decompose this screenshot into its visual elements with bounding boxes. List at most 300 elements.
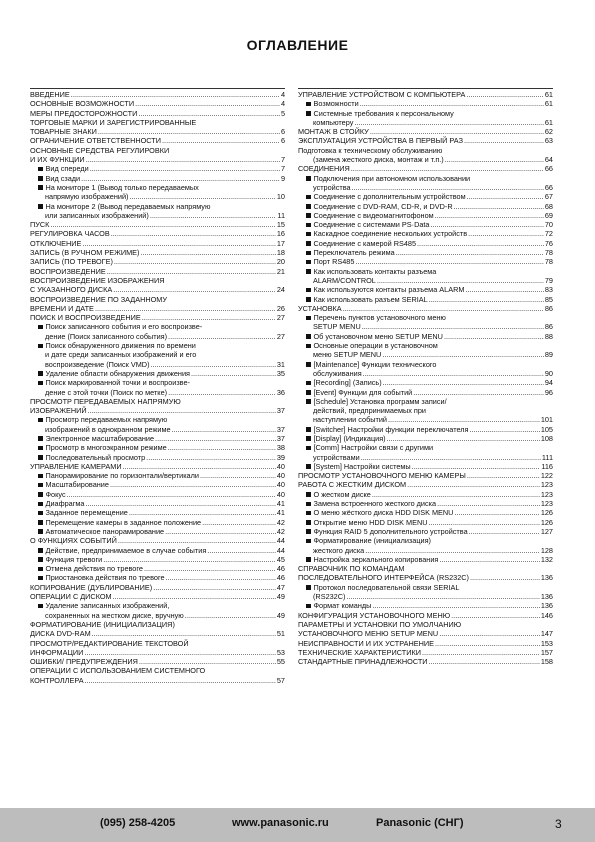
toc-page-number: 69 — [544, 210, 553, 220]
toc-entry-title: ПУСК — [30, 220, 50, 230]
toc-subentry[interactable] — [298, 285, 553, 294]
toc-subentry-line: [Maintenance] Функции технического — [298, 360, 553, 369]
toc-entry-title: [Recording] (Запись) — [306, 378, 382, 387]
toc-page-number: 70 — [544, 220, 553, 230]
toc-entry-title: МЕРЫ ПРЕДОСТОРОЖНОСТИ — [30, 108, 138, 118]
toc-page-number: 158 — [540, 657, 553, 667]
toc-subentry[interactable] — [298, 295, 553, 304]
toc-page-number: 16 — [276, 229, 285, 239]
toc-page-number: 6 — [280, 136, 285, 146]
toc-entry-title: Как используются контакты разъема ALARM — [306, 285, 464, 294]
toc-page-number: 122 — [540, 471, 553, 481]
toc-subentry[interactable] — [298, 99, 553, 108]
dot-leader — [396, 248, 544, 257]
toc-entry[interactable] — [30, 192, 285, 201]
dot-leader — [382, 350, 544, 359]
toc-page-number: 49 — [276, 592, 285, 602]
toc-entry-title: ОШИБКИ/ ПРЕДУПРЕЖДЕНИЯ — [30, 657, 138, 667]
toc-right-column — [298, 88, 553, 666]
dot-leader — [151, 360, 276, 369]
toc-page-number: 123 — [540, 499, 553, 509]
toc-entry[interactable] — [298, 369, 553, 378]
dot-leader — [155, 434, 276, 443]
toc-entry-title: ALARM/CONTROL — [313, 275, 376, 285]
dot-leader — [71, 90, 280, 99]
toc-page-number: 78 — [544, 257, 553, 267]
toc-page-number: 67 — [544, 192, 553, 202]
toc-page-number: 111 — [541, 452, 553, 462]
toc-page-number: 66 — [544, 182, 553, 192]
toc-page-number: 90 — [544, 368, 553, 378]
toc-entry[interactable] — [30, 127, 285, 136]
toc-entry-title: обслуживания — [313, 368, 362, 378]
toc-page-number: 37 — [276, 424, 285, 434]
toc-subentry[interactable] — [30, 490, 285, 499]
dot-leader — [185, 611, 276, 620]
toc-entry[interactable] — [298, 350, 553, 359]
toc-entry-title: Соединение с системами PS·Data — [306, 220, 429, 229]
toc-entry-title: Соединение с дополнительным устройством — [306, 192, 466, 201]
toc-entry[interactable] — [30, 285, 285, 294]
dot-leader — [90, 164, 280, 173]
toc-page-number: 61 — [544, 90, 553, 99]
toc-entry-line: Подготовка к техническому обслуживанию — [298, 145, 443, 155]
toc-entry[interactable] — [30, 425, 285, 434]
toc-entry-title: Функция RAID 5 дополнительного устройства — [306, 527, 468, 536]
toc-entry[interactable] — [30, 332, 285, 341]
toc-page-number: 36 — [276, 387, 285, 397]
dot-leader — [383, 378, 544, 387]
toc-subentry[interactable] — [30, 453, 285, 462]
footer-bar — [0, 808, 595, 842]
toc-entry-title: ПОИСК И ВОСПРОИЗВЕДЕНИЕ — [30, 313, 141, 323]
toc-entry[interactable] — [298, 276, 553, 285]
toc-subentry-line: [Comm] Настройки связи с другими — [298, 443, 553, 452]
toc-entry[interactable] — [30, 360, 285, 369]
toc-page-number: 10 — [276, 192, 285, 202]
toc-entry-title: Открытие меню HDD DISK MENU — [306, 518, 428, 527]
toc-entry-title: компьютеру — [313, 117, 354, 127]
toc-subentry-line: Перечень пунктов установочного меню — [298, 313, 553, 322]
toc-entry[interactable] — [30, 676, 285, 685]
toc-subentry-line: Поиск записанного события и его воспроизве- — [30, 322, 285, 331]
toc-subentry[interactable] — [30, 434, 285, 443]
toc-entry-title: Каскадное соединение нескольких устройств — [306, 229, 467, 238]
toc-subentry[interactable] — [30, 508, 285, 517]
toc-entry[interactable] — [30, 109, 285, 118]
toc-entry-title: ТЕХНИЧЕСКИЕ ХАРАКТЕРИСТИКИ — [298, 647, 421, 657]
toc-entry[interactable] — [298, 629, 553, 638]
dot-leader — [107, 267, 276, 276]
toc-entry[interactable] — [30, 388, 285, 397]
toc-page-number: 7 — [280, 155, 285, 165]
toc-page-number: 47 — [276, 582, 285, 592]
toc-subentry[interactable] — [298, 192, 553, 201]
toc-entry[interactable] — [298, 304, 553, 313]
dot-leader — [422, 648, 540, 657]
toc-entry-title: Соединение с видеомагнитофоном — [306, 211, 434, 220]
dot-leader — [361, 453, 541, 462]
toc-page-number: 105 — [540, 424, 553, 434]
toc-subentry-line: Протокол последовательной связи SERIAL — [298, 583, 553, 592]
toc-entry-title: ИНФОРМАЦИИ — [30, 647, 84, 657]
toc-entry[interactable] — [298, 611, 553, 620]
dot-leader — [365, 546, 540, 555]
toc-entry-title: МОНТАЖ В СТОЙКУ — [298, 127, 369, 137]
toc-subentry[interactable] — [30, 555, 285, 564]
toc-entry-title: устройства — [313, 182, 351, 192]
toc-entry[interactable] — [298, 648, 553, 657]
dot-leader — [150, 211, 277, 220]
dot-leader — [111, 229, 276, 238]
toc-page-number: 7 — [280, 164, 285, 174]
toc-page-number: 146 — [540, 610, 553, 620]
toc-entry[interactable] — [30, 155, 285, 164]
toc-entry-title: ВРЕМЕНИ И ДАТЕ — [30, 303, 94, 313]
toc-entry[interactable] — [30, 583, 285, 592]
toc-continuation-line: действий, предпринимаемых при — [313, 406, 426, 416]
dot-leader — [162, 136, 280, 145]
toc-entry-title: СОЕДИНЕНИЯ — [298, 164, 350, 174]
toc-page-number: 153 — [540, 638, 553, 648]
toc-entry-title: воспроизведение (Поиск VMD) — [45, 359, 150, 369]
toc-page-number: 44 — [276, 545, 285, 555]
toc-page-number: 68 — [544, 201, 553, 211]
toc-entry-title: РАБОТА С ЖЕСТКИМ ДИСКОМ — [298, 480, 407, 490]
toc-entry[interactable] — [298, 136, 553, 145]
toc-page-number: 62 — [544, 127, 553, 137]
toc-entry[interactable] — [30, 229, 285, 238]
dot-leader — [67, 490, 276, 499]
toc-entry-title: SETUP MENU — [313, 322, 361, 332]
toc-subentry[interactable] — [298, 490, 553, 499]
toc-entry-title: напрямую изображений) — [45, 192, 129, 202]
toc-entry[interactable] — [30, 211, 285, 220]
toc-entry[interactable] — [298, 118, 553, 127]
dot-leader — [370, 127, 544, 136]
dot-leader — [92, 629, 276, 638]
toc-subentry[interactable] — [30, 518, 285, 527]
toc-page-number: 83 — [544, 285, 553, 295]
dot-leader — [138, 109, 280, 118]
toc-entry-title: наступлении событий — [313, 415, 387, 425]
toc-entry-title: Вид сзади — [38, 174, 80, 183]
toc-subentry[interactable] — [298, 257, 553, 266]
toc-entry[interactable] — [298, 183, 553, 192]
toc-page-number: 57 — [276, 675, 285, 685]
toc-subentry[interactable] — [298, 462, 553, 471]
toc-entry-title: Просмотр в многоэкранном режиме — [38, 443, 167, 452]
toc-entry-title: сохраненных на жестком диске, вручную — [45, 610, 184, 620]
toc-page-number: 37 — [276, 406, 285, 416]
toc-entry[interactable] — [298, 322, 553, 331]
dot-leader — [113, 285, 276, 294]
toc-entry-title: ОПЕРАЦИИ С ДИСКОМ — [30, 592, 112, 602]
toc-page-number: 89 — [544, 350, 553, 360]
toc-entry-line: ПРОСМОТР/РЕДАКТИРОВАНИЕ ТЕКСТОВОЙ — [30, 638, 189, 648]
dot-leader — [469, 527, 540, 536]
dot-leader — [88, 406, 276, 415]
toc-entry-title: Масштабирование — [38, 480, 109, 489]
toc-page-number: 127 — [540, 526, 553, 536]
dot-leader — [467, 471, 540, 480]
toc-entry[interactable] — [30, 536, 285, 545]
toc-entry-title: [System] Настройки системы — [306, 462, 411, 471]
toc-entry[interactable] — [30, 406, 285, 415]
toc-entry[interactable] — [30, 462, 285, 471]
dot-leader — [362, 322, 544, 331]
toc-entry[interactable] — [30, 220, 285, 229]
dot-leader — [439, 555, 539, 564]
dot-leader — [454, 508, 539, 517]
dot-leader — [360, 99, 544, 108]
toc-entry[interactable] — [30, 629, 285, 638]
toc-entry[interactable] — [30, 304, 285, 313]
toc-page-number: 26 — [276, 303, 285, 313]
toc-subentry[interactable] — [30, 546, 285, 555]
toc-entry-title: ЗАПИСЬ (ПО ТРЕВОГЕ) — [30, 257, 113, 267]
toc-subentry[interactable] — [30, 471, 285, 480]
dot-leader — [451, 611, 540, 620]
toc-subentry[interactable] — [298, 601, 553, 610]
toc-subentry-line: Системные требования к персональному — [298, 109, 553, 118]
toc-subentry[interactable] — [298, 425, 553, 434]
toc-entry-title: РЕГУЛИРОВКА ЧАСОВ — [30, 229, 110, 239]
toc-entry-line: ОСНОВНЫЕ СРЕДСТВА РЕГУЛИРОВКИ — [30, 145, 170, 155]
toc-entry[interactable] — [298, 90, 553, 99]
toc-entry-line: ОПЕРАЦИИ С ИСПОЛЬЗОВАНИЕМ СИСТЕМНОГО — [30, 666, 206, 676]
toc-subentry[interactable] — [298, 248, 553, 257]
dot-leader — [135, 99, 280, 108]
dot-leader — [139, 657, 276, 666]
toc-subentry[interactable] — [30, 369, 285, 378]
toc-page-number: 61 — [544, 117, 553, 127]
toc-entry[interactable] — [298, 471, 553, 480]
dot-leader — [363, 369, 544, 378]
dot-leader — [191, 369, 276, 378]
toc-entry[interactable] — [298, 639, 553, 648]
toc-page-number: 85 — [544, 294, 553, 304]
toc-subentry[interactable] — [30, 573, 285, 582]
toc-entry-title: Вид спереди — [38, 164, 89, 173]
dot-leader — [113, 592, 276, 601]
toc-entry-title: Функция тревоги — [38, 555, 102, 564]
toc-entry-title: ДИСКА DVD-RAM — [30, 629, 91, 639]
dot-leader — [84, 648, 276, 657]
dot-leader — [172, 425, 276, 434]
dot-leader — [354, 118, 544, 127]
toc-page-number: 9 — [280, 173, 285, 183]
dot-leader — [413, 388, 544, 397]
toc-entry-title: УПРАВЛЕНИЕ КАМЕРАМИ — [30, 461, 122, 471]
dot-leader — [466, 90, 543, 99]
toc-entry-title: меню SETUP MENU — [313, 350, 382, 360]
toc-entry-title: или записанных изображений) — [45, 210, 149, 220]
toc-entry-title: С УКАЗАННОГО ДИСКА — [30, 285, 113, 295]
toc-entry[interactable] — [298, 657, 553, 666]
toc-entry[interactable] — [298, 480, 553, 489]
dot-leader — [470, 573, 540, 582]
toc-subentry[interactable] — [298, 527, 553, 536]
toc-page-number: 31 — [276, 359, 285, 369]
toc-page-number: 66 — [544, 164, 553, 174]
dot-leader — [85, 676, 276, 685]
toc-subentry[interactable] — [298, 518, 553, 527]
toc-entry-title: дение с этой точки (Поиск по метке) — [45, 387, 168, 397]
toc-entry[interactable] — [30, 267, 285, 276]
toc-entry-title: Диафрагма — [38, 499, 84, 508]
toc-page-number: 21 — [276, 266, 285, 276]
dot-leader — [168, 443, 276, 452]
toc-page-number: 49 — [276, 610, 285, 620]
toc-left-column — [30, 88, 285, 685]
toc-entry-title: Замена встроенного жесткого диска — [306, 499, 436, 508]
toc-entry-title: КОНТРОЛЛЕРА — [30, 675, 84, 685]
dot-leader — [377, 276, 544, 285]
dot-leader — [417, 239, 544, 248]
toc-entry-title: Об установочном меню SETUP MENU — [306, 332, 443, 341]
toc-page-number: 126 — [540, 517, 553, 527]
dot-leader — [343, 304, 544, 313]
toc-entry[interactable] — [298, 453, 553, 462]
dot-leader — [465, 285, 543, 294]
toc-page-number: 38 — [276, 443, 285, 453]
toc-page-number: 37 — [276, 433, 285, 443]
toc-entry[interactable] — [30, 648, 285, 657]
toc-subentry[interactable] — [30, 443, 285, 452]
dot-leader — [129, 508, 276, 517]
toc-subentry[interactable] — [298, 239, 553, 248]
toc-page-number: 42 — [276, 526, 285, 536]
dot-leader — [467, 192, 544, 201]
toc-page-number: 55 — [276, 657, 285, 667]
toc-page-number: 136 — [540, 573, 553, 583]
toc-page-number: 79 — [544, 275, 553, 285]
toc-subentry-line: Подключения при автономном использовании — [298, 174, 553, 183]
toc-entry-title: жесткого диска — [313, 545, 365, 555]
dot-leader — [144, 564, 276, 573]
dot-leader — [103, 555, 276, 564]
toc-subentry[interactable] — [298, 202, 553, 211]
dot-leader — [387, 434, 540, 443]
toc-entry[interactable] — [298, 415, 553, 424]
toc-entry[interactable] — [30, 136, 285, 145]
toc-entry-title: Соединение с камерой RS485 — [306, 239, 416, 248]
toc-page-number: 76 — [544, 238, 553, 248]
toc-subentry-line: Как использовать контакты разъема — [298, 267, 553, 276]
dot-leader — [166, 573, 276, 582]
dot-leader — [388, 415, 540, 424]
toc-entry-title: (RS232C) — [313, 592, 346, 602]
toc-entry-title: ПРОСМОТР УСТАНОВОЧНОГО МЕНЮ КАМЕРЫ — [298, 471, 466, 481]
toc-subentry[interactable] — [298, 211, 553, 220]
toc-entry[interactable] — [298, 164, 553, 173]
toc-subentry[interactable] — [298, 499, 553, 508]
toc-entry[interactable] — [30, 248, 285, 257]
toc-entry-title: КОНФИГУРАЦИЯ УСТАНОВОЧНОГО МЕНЮ — [298, 610, 451, 620]
toc-entry[interactable] — [298, 592, 553, 601]
top-rule — [30, 88, 285, 89]
toc-entry[interactable] — [30, 90, 285, 99]
toc-entry[interactable] — [30, 611, 285, 620]
toc-entry[interactable] — [298, 155, 553, 164]
toc-subentry[interactable] — [298, 332, 553, 341]
dot-leader — [464, 136, 544, 145]
dot-leader — [454, 202, 544, 211]
toc-entry-title: ИЗОБРАЖЕНИЙ — [30, 406, 87, 416]
toc-subentry[interactable] — [30, 174, 285, 183]
dot-leader — [168, 332, 276, 341]
toc-page-number: 41 — [276, 508, 285, 518]
toc-subentry[interactable] — [30, 164, 285, 173]
toc-subentry[interactable] — [298, 508, 553, 517]
toc-entry[interactable] — [30, 239, 285, 248]
toc-entry[interactable] — [30, 257, 285, 266]
toc-subentry[interactable] — [298, 555, 553, 564]
toc-subentry[interactable] — [30, 499, 285, 508]
toc-entry[interactable] — [30, 592, 285, 601]
toc-entry-line: СПРАВОЧНИК ПО КОМАНДАМ — [298, 564, 405, 574]
toc-page-number: 42 — [276, 517, 285, 527]
toc-page-number: 72 — [544, 229, 553, 239]
toc-page-number: 96 — [544, 387, 553, 397]
toc-entry[interactable] — [298, 573, 553, 582]
toc-entry[interactable] — [30, 99, 285, 108]
toc-entry[interactable] — [30, 657, 285, 666]
toc-page-number: 128 — [540, 545, 553, 555]
toc-entry-title: ЭКСПЛУАТАЦИЯ УСТРОЙСТВА В ПЕРВЫЙ РАЗ — [298, 136, 463, 146]
toc-subentry[interactable] — [298, 229, 553, 238]
toc-subentry[interactable] — [298, 378, 553, 387]
toc-page-number: 61 — [544, 99, 553, 109]
toc-page-number: 136 — [540, 592, 553, 602]
toc-subentry[interactable] — [298, 434, 553, 443]
dot-leader — [123, 462, 276, 471]
dot-leader — [86, 155, 280, 164]
toc-page-number: 136 — [540, 601, 553, 611]
toc-subentry[interactable] — [30, 564, 285, 573]
toc-page-number: 126 — [540, 508, 553, 518]
toc-entry-title: УСТАНОВОЧНОГО МЕНЮ SETUP MENU — [298, 629, 439, 639]
toc-subentry[interactable] — [30, 527, 285, 536]
toc-page-number: 63 — [544, 136, 553, 146]
dot-leader — [429, 518, 540, 527]
toc-entry-title: Автоматическое панорамирование — [38, 527, 164, 536]
dot-leader — [469, 425, 539, 434]
toc-page-number: 86 — [544, 303, 553, 313]
toc-page-number: 41 — [276, 499, 285, 509]
dot-leader — [346, 592, 539, 601]
toc-page-number: 11 — [277, 210, 285, 220]
toc-subentry[interactable] — [298, 220, 553, 229]
dot-leader — [142, 313, 276, 322]
dot-leader — [98, 127, 280, 136]
toc-entry[interactable] — [30, 313, 285, 322]
dot-leader — [114, 257, 276, 266]
dot-leader — [202, 518, 276, 527]
dot-leader — [129, 192, 275, 201]
toc-subentry[interactable] — [298, 388, 553, 397]
toc-subentry[interactable] — [30, 480, 285, 489]
toc-page-number: 40 — [276, 461, 285, 471]
toc-entry[interactable] — [298, 546, 553, 555]
dot-leader — [429, 657, 540, 666]
dot-leader — [82, 239, 275, 248]
toc-entry[interactable] — [298, 127, 553, 136]
toc-subentry-line: Форматирование (инициализация) — [298, 536, 553, 545]
dot-leader — [168, 388, 276, 397]
footer-website: www.panasonic.ru — [232, 817, 329, 829]
